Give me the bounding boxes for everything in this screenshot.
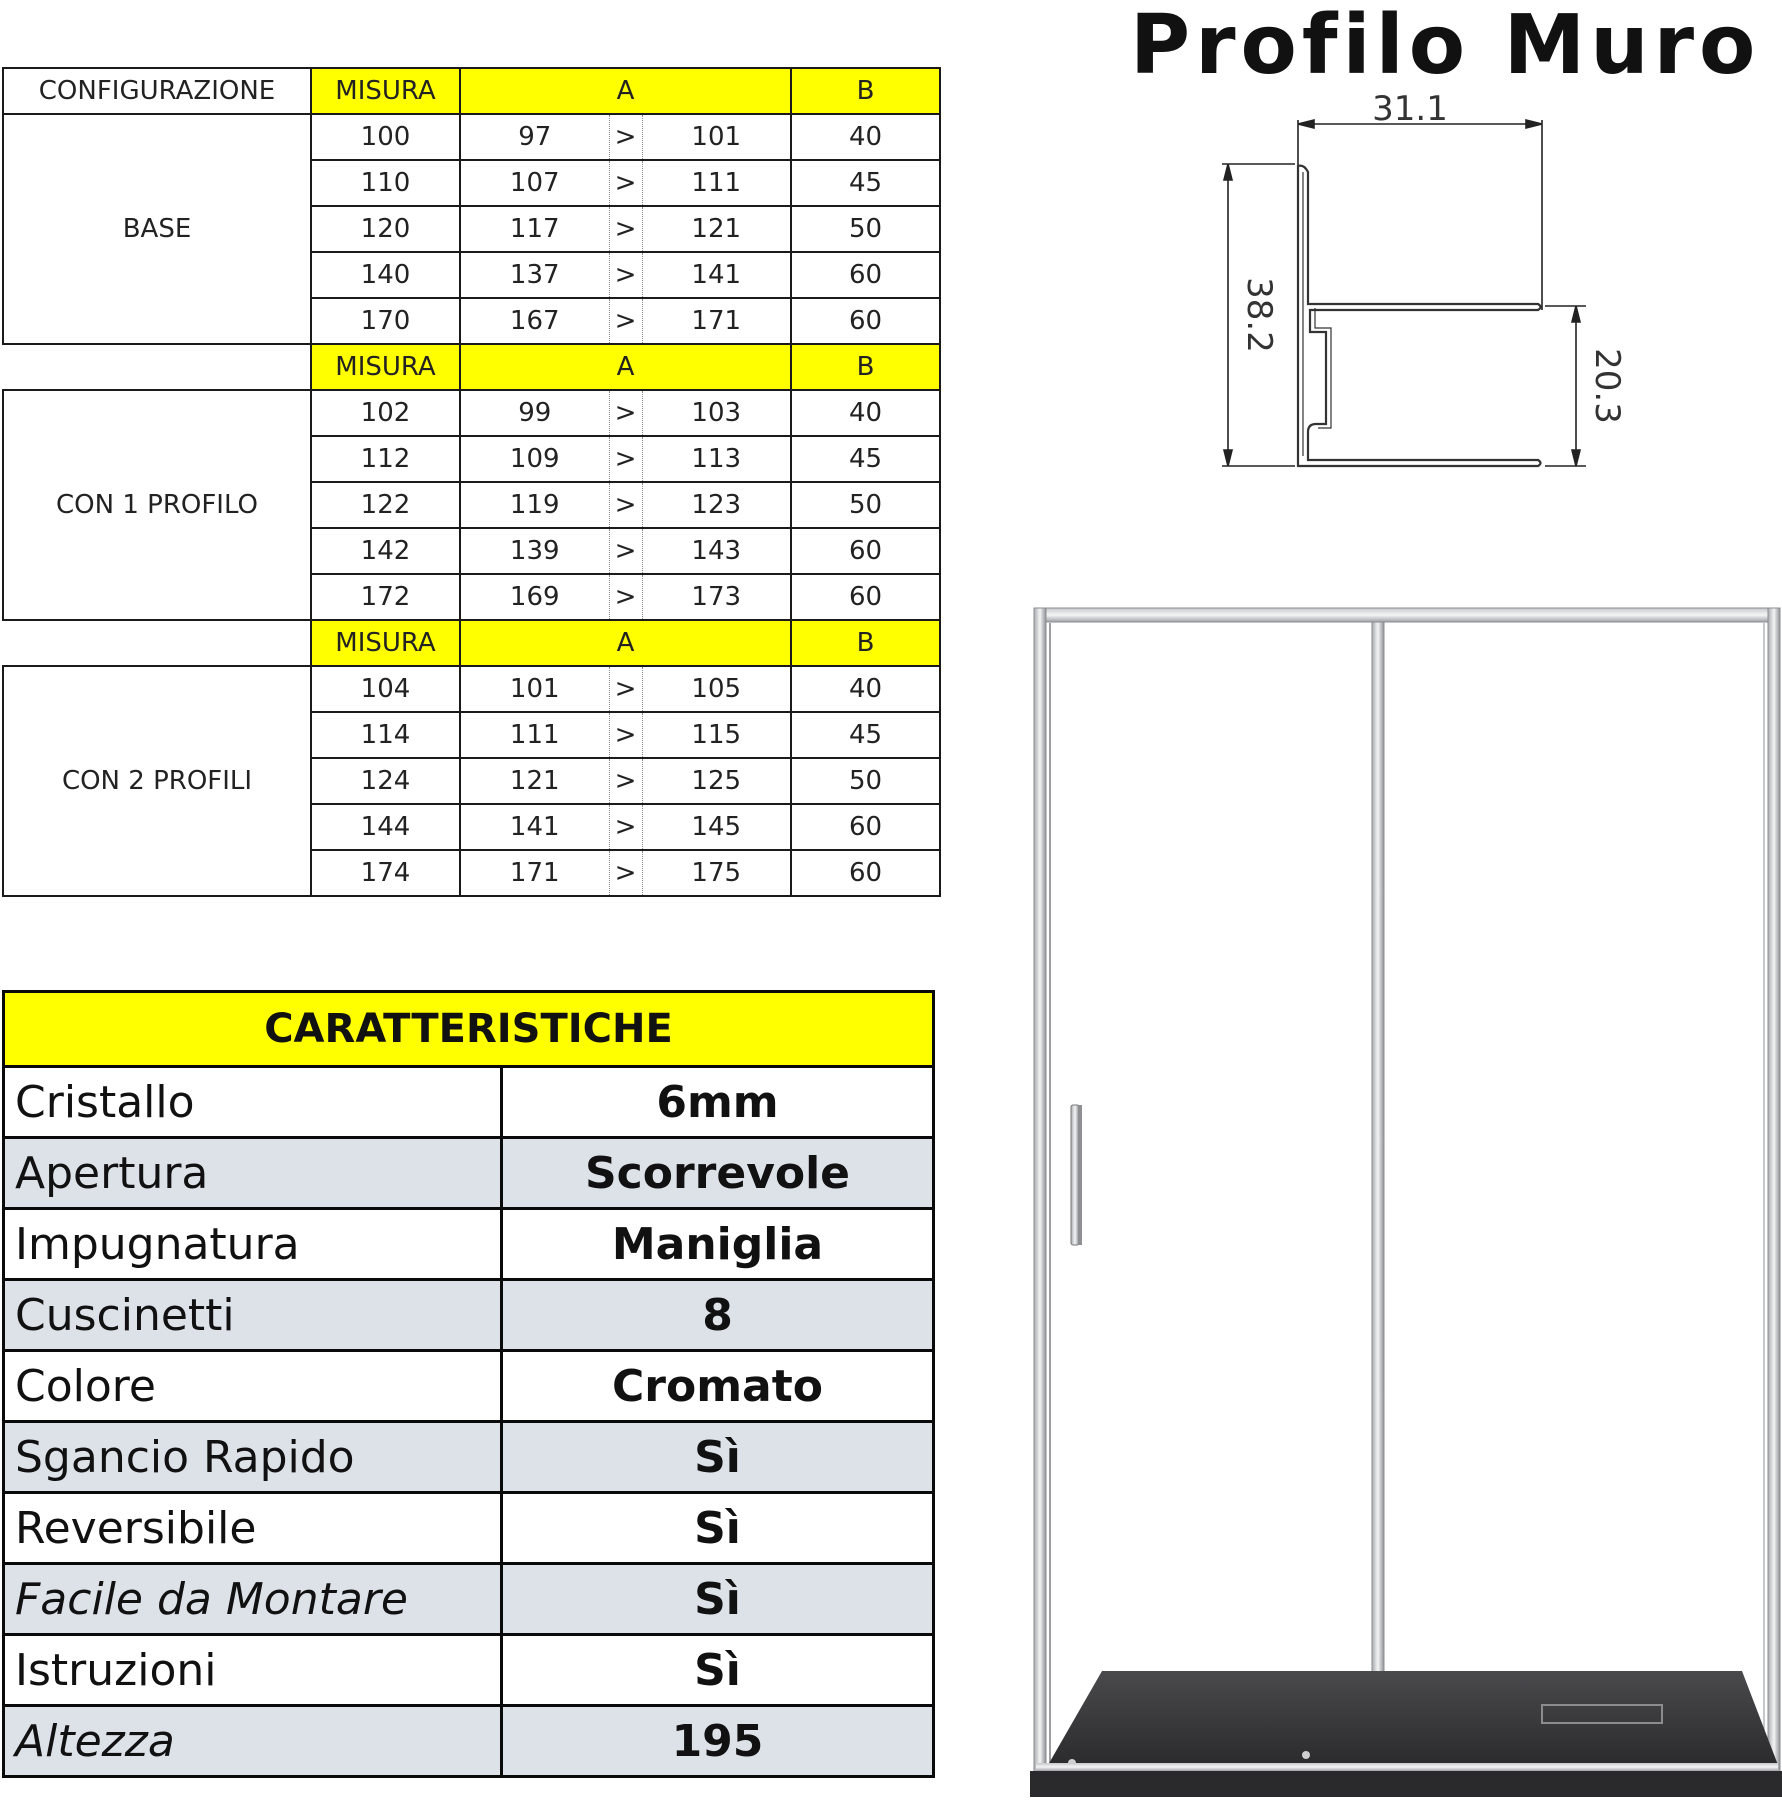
- config-header-blank: [3, 344, 311, 390]
- characteristic-row: [4, 1706, 934, 1777]
- range-separator: >: [609, 298, 642, 344]
- left-frame: [1034, 608, 1046, 1778]
- a-min-cell: 101: [460, 666, 609, 712]
- a-header: A: [460, 68, 791, 114]
- misura-cell: 102: [311, 390, 460, 436]
- characteristic-label: Facile da Montare: [4, 1564, 502, 1635]
- size-table-body: [3, 68, 940, 896]
- b-cell: 60: [791, 850, 940, 896]
- b-cell: 50: [791, 206, 940, 252]
- a-min-cell: 111: [460, 712, 609, 758]
- panel-divider: [1372, 622, 1384, 1777]
- characteristics-table: [2, 990, 935, 1778]
- a-min-cell: 137: [460, 252, 609, 298]
- b-cell: 60: [791, 252, 940, 298]
- characteristics-title: CARATTERISTICHE: [4, 992, 934, 1067]
- size-row: [3, 666, 940, 712]
- door-handle: [1071, 1105, 1079, 1245]
- misura-cell: 104: [311, 666, 460, 712]
- misura-cell: 140: [311, 252, 460, 298]
- range-separator: >: [609, 528, 642, 574]
- a-max-cell: 115: [642, 712, 791, 758]
- a-header: A: [460, 344, 791, 390]
- characteristic-row: [4, 1280, 934, 1351]
- characteristic-value: 195: [502, 1706, 934, 1777]
- a-header: A: [460, 620, 791, 666]
- right-frame: [1768, 608, 1780, 1778]
- b-cell: 60: [791, 298, 940, 344]
- step-dimension-label: 20.3: [1587, 348, 1627, 424]
- range-separator: >: [609, 252, 642, 298]
- a-min-cell: 171: [460, 850, 609, 896]
- a-min-cell: 141: [460, 804, 609, 850]
- size-table: [2, 67, 941, 897]
- a-max-cell: 103: [642, 390, 791, 436]
- misura-cell: 142: [311, 528, 460, 574]
- misura-cell: 172: [311, 574, 460, 620]
- b-cell: 45: [791, 712, 940, 758]
- characteristic-row: [4, 1635, 934, 1706]
- misura-header: MISURA: [311, 344, 460, 390]
- characteristic-row: [4, 1209, 934, 1280]
- b-header: B: [791, 68, 940, 114]
- b-header: B: [791, 620, 940, 666]
- config-header-blank: [3, 620, 311, 666]
- characteristic-row: [4, 1422, 934, 1493]
- a-min-cell: 169: [460, 574, 609, 620]
- range-separator: >: [609, 850, 642, 896]
- size-row: [3, 390, 940, 436]
- size-header-row: [3, 344, 940, 390]
- characteristics-body: [4, 1067, 934, 1777]
- characteristic-row: [4, 1493, 934, 1564]
- characteristic-row: [4, 1351, 934, 1422]
- a-min-cell: 117: [460, 206, 609, 252]
- characteristic-value: Scorrevole: [502, 1138, 934, 1209]
- top-rail: [1034, 608, 1778, 622]
- characteristic-value: Maniglia: [502, 1209, 934, 1280]
- width-dimension-label: 31.1: [1372, 89, 1448, 129]
- b-cell: 60: [791, 804, 940, 850]
- range-separator: >: [609, 666, 642, 712]
- characteristic-value: Sì: [502, 1564, 934, 1635]
- range-separator: >: [609, 758, 642, 804]
- characteristic-row: [4, 1067, 934, 1138]
- range-separator: >: [609, 114, 642, 160]
- characteristic-value: Sì: [502, 1422, 934, 1493]
- size-header-row: [3, 620, 940, 666]
- b-cell: 50: [791, 758, 940, 804]
- characteristic-label: Altezza: [4, 1706, 502, 1777]
- size-header-row: [3, 68, 940, 114]
- characteristic-label: Apertura: [4, 1138, 502, 1209]
- characteristics-header-row: [4, 992, 934, 1067]
- a-min-cell: 107: [460, 160, 609, 206]
- misura-cell: 170: [311, 298, 460, 344]
- characteristic-value: Cromato: [502, 1351, 934, 1422]
- a-min-cell: 121: [460, 758, 609, 804]
- config-header: CONFIGURAZIONE: [3, 68, 311, 114]
- characteristic-value: Sì: [502, 1493, 934, 1564]
- a-max-cell: 171: [642, 298, 791, 344]
- a-max-cell: 173: [642, 574, 791, 620]
- misura-cell: 124: [311, 758, 460, 804]
- characteristic-row: [4, 1138, 934, 1209]
- a-max-cell: 175: [642, 850, 791, 896]
- misura-cell: 112: [311, 436, 460, 482]
- b-cell: 45: [791, 436, 940, 482]
- range-separator: >: [609, 804, 642, 850]
- a-max-cell: 105: [642, 666, 791, 712]
- characteristic-label: Colore: [4, 1351, 502, 1422]
- a-max-cell: 121: [642, 206, 791, 252]
- b-cell: 40: [791, 666, 940, 712]
- a-min-cell: 167: [460, 298, 609, 344]
- shower-tray: [1048, 1671, 1778, 1765]
- height-dimension-label: 38.2: [1239, 277, 1279, 353]
- wall-profile-drawing: [1200, 89, 1627, 480]
- b-cell: 60: [791, 574, 940, 620]
- misura-cell: 114: [311, 712, 460, 758]
- range-separator: >: [609, 160, 642, 206]
- range-separator: >: [609, 574, 642, 620]
- b-cell: 40: [791, 390, 940, 436]
- range-separator: >: [609, 206, 642, 252]
- config-group-label: CON 2 PROFILI: [3, 666, 311, 896]
- range-separator: >: [609, 390, 642, 436]
- a-max-cell: 125: [642, 758, 791, 804]
- profile-section: [1298, 166, 1541, 466]
- a-max-cell: 111: [642, 160, 791, 206]
- misura-cell: 144: [311, 804, 460, 850]
- range-separator: >: [609, 712, 642, 758]
- characteristic-value: 6mm: [502, 1067, 934, 1138]
- misura-header: MISURA: [311, 620, 460, 666]
- a-max-cell: 113: [642, 436, 791, 482]
- a-min-cell: 139: [460, 528, 609, 574]
- config-group-label: CON 1 PROFILO: [3, 390, 311, 620]
- misura-cell: 174: [311, 850, 460, 896]
- range-separator: >: [609, 482, 642, 528]
- characteristic-label: Reversibile: [4, 1493, 502, 1564]
- range-separator: >: [609, 436, 642, 482]
- b-cell: 50: [791, 482, 940, 528]
- characteristic-label: Istruzioni: [4, 1635, 502, 1706]
- misura-cell: 100: [311, 114, 460, 160]
- misura-cell: 120: [311, 206, 460, 252]
- b-cell: 60: [791, 528, 940, 574]
- a-max-cell: 143: [642, 528, 791, 574]
- characteristic-label: Cuscinetti: [4, 1280, 502, 1351]
- characteristic-value: 8: [502, 1280, 934, 1351]
- characteristic-label: Sgancio Rapido: [4, 1422, 502, 1493]
- characteristic-row: [4, 1564, 934, 1635]
- b-cell: 40: [791, 114, 940, 160]
- misura-header: MISURA: [311, 68, 460, 114]
- a-min-cell: 99: [460, 390, 609, 436]
- b-header: B: [791, 344, 940, 390]
- a-min-cell: 97: [460, 114, 609, 160]
- a-min-cell: 119: [460, 482, 609, 528]
- config-group-label: BASE: [3, 114, 311, 344]
- misura-cell: 110: [311, 160, 460, 206]
- a-max-cell: 123: [642, 482, 791, 528]
- size-row: [3, 114, 940, 160]
- a-max-cell: 141: [642, 252, 791, 298]
- b-cell: 45: [791, 160, 940, 206]
- characteristic-label: Cristallo: [4, 1067, 502, 1138]
- a-max-cell: 145: [642, 804, 791, 850]
- misura-cell: 122: [311, 482, 460, 528]
- characteristic-value: Sì: [502, 1635, 934, 1706]
- a-max-cell: 101: [642, 114, 791, 160]
- shower-door-photo: [1030, 605, 1782, 1800]
- profile-title: Profilo Muro: [1130, 0, 1761, 93]
- characteristic-label: Impugnatura: [4, 1209, 502, 1280]
- tray-base: [1030, 1771, 1782, 1797]
- a-min-cell: 109: [460, 436, 609, 482]
